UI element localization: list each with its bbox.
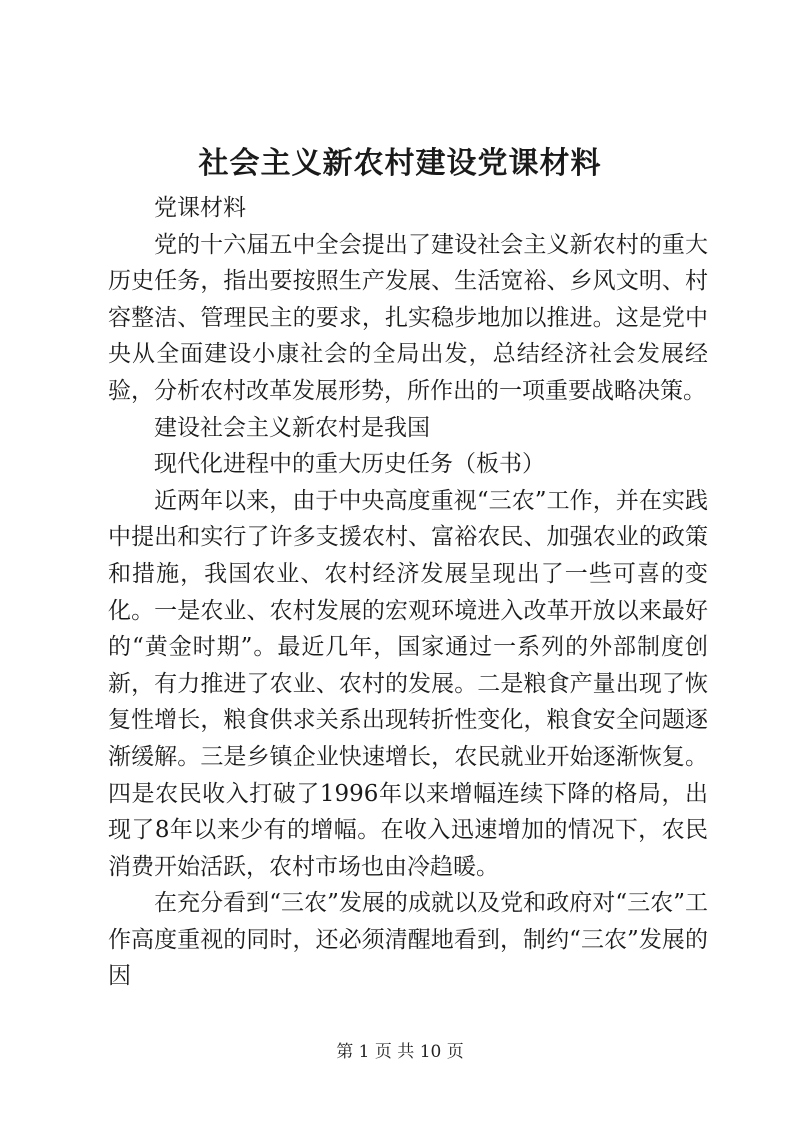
document-title: 社会主义新农村建设党课材料: [198, 146, 602, 181]
paragraph: 在充分看到“三农”发展的成就以及党和政府对“三农”工作高度重视的同时，还必须清醒地看到，制约“三农”发展的因: [108, 890, 708, 990]
paragraph: 近两年以来，由于中央高度重视“三农”工作，并在实践中提出和实行了许多支援农村、富裕农民、加强农业的政策和措施，我国农业、农村经济发展呈现出了一些可喜的变化。一是农业、农村发展的宏观环境进入改革开放以来最好的“黄金时期”。最近几年，国家通过一系列的外部制度创新，有力推进了农业、农村的发展。二是粮食产量出现了恢复性增长，粮食供求关系出现转折性变化，粮食安全问题逐渐缓解。三是乡镇企业快速增长，农民就业开始逐渐恢复。四是农民收入打破了1996年以来增幅连续下降的格局，出现了8年以来少有的增幅。在收入迅速增加的情况下，农民消费开始活跃，农村市场也由冷趋暖。: [108, 487, 708, 880]
page-footer: 第 1 页 共 10 页: [336, 1042, 464, 1062]
paragraph-heading: 党课材料: [154, 195, 246, 221]
paragraph: 党的十六届五中全会提出了建设社会主义新农村的重大历史任务，指出要按照生产发展、生活宽裕、乡风文明、村容整洁、管理民主的要求，扎实稳步地加以推进。这是党中央从全面建设小康社会的全局出发，总结经济社会发展经验，分析农村改革发展形势，所作出的一项重要战略决策。: [108, 231, 708, 404]
document-body: [108, 190, 708, 995]
paragraph-subheading: 现代化进程中的重大历史任务（板书）: [154, 451, 545, 478]
paragraph-subheading: 建设社会主义新农村是我国: [154, 414, 430, 441]
